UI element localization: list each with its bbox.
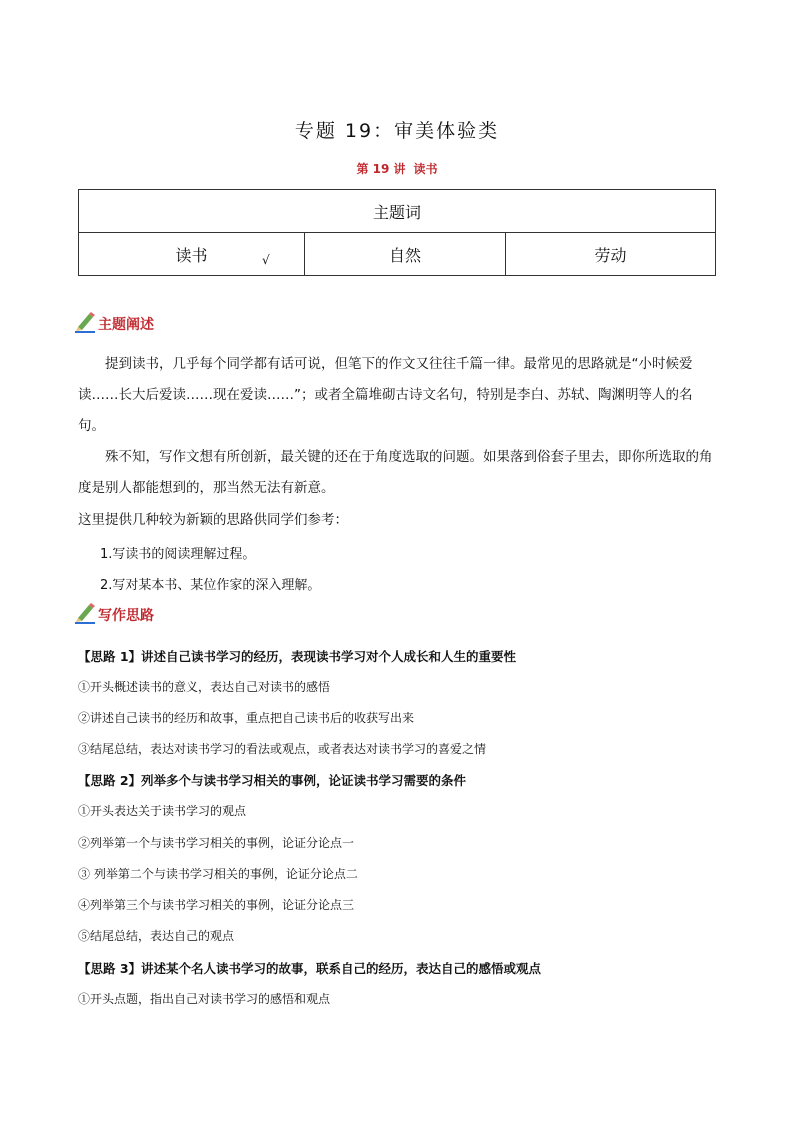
pencil-icon [72, 602, 96, 626]
topic-word-table [78, 189, 716, 276]
theme-heading [72, 311, 154, 335]
theme-paragraph-2: 殊不知，写作文想有所创新，最关键的还在于角度选取的问题。如果落到俗套子里去，即你所选取的角度是别人都能想到的，那当然无法有新意。 [78, 449, 713, 496]
idea-2-step: ③ 列举第二个与读书学习相关的事例，论证分论点二 [78, 867, 358, 881]
idea-2-step: ④列举第三个与读书学习相关的事例，论证分论点三 [78, 898, 355, 912]
topic-word-labor: 劳动 [506, 233, 716, 276]
check-mark: √ [262, 253, 270, 267]
theme-paragraph-1: 提到读书，几乎每个同学都有话可说，但笔下的作文又往往千篇一律。最常见的思路就是“小时候爱读……长大后爱读……现在爱读……”；或者全篇堆砌古诗文名句，特别是李白、苏轼、陶渊明等人的名句。 [78, 356, 693, 434]
idea-2-step: ②列举第一个与读书学习相关的事例，论证分论点一 [78, 836, 355, 850]
topic-word-nature: 自然 [305, 233, 506, 276]
idea-3-step: ①开头点题，指出自己对读书学习的感悟和观点 [78, 992, 331, 1006]
idea-1-title: 【思路 1】讲述自己读书学习的经历，表现读书学习对个人成长和人生的重要性 [78, 649, 517, 664]
list-item: 1.写读书的阅读理解过程。 [100, 547, 256, 562]
pencil-icon [72, 311, 96, 335]
theme-heading-label: 主题阐述 [98, 317, 154, 333]
idea-1-step: ②讲述自己读书的经历和故事，重点把自己读书后的收获写出来 [78, 711, 415, 725]
theme-paragraph-3: 这里提供几种较为新颖的思路供同学们参考： [78, 512, 348, 528]
idea-2-step: ⑤结尾总结，表达自己的观点 [78, 929, 235, 943]
lecture-subtitle [0, 160, 794, 177]
writing-heading-label: 写作思路 [98, 608, 154, 624]
topic-table-header: 主题词 [79, 190, 716, 233]
idea-2-title: 【思路 2】列举多个与读书学习相关的事例，论证读书学习需要的条件 [78, 773, 467, 788]
writing-heading [72, 602, 154, 626]
lecture-label: 第 19 讲 [356, 162, 406, 176]
page-title: 专题 19：审美体验类 [294, 120, 500, 142]
lecture-topic: 读书 [413, 162, 438, 176]
idea-3-title: 【思路 3】讲述某个名人读书学习的故事，联系自己的经历，表达自己的感悟或观点 [78, 961, 542, 976]
topic-word-reading: 读书 [79, 233, 305, 276]
idea-1-step: ①开头概述读书的意义，表达自己对读书的感悟 [78, 680, 331, 694]
idea-1-step: ③结尾总结，表达对读书学习的看法或观点，或者表达对读书学习的喜爱之情 [78, 742, 487, 756]
list-item: 2.写对某本书、某位作家的深入理解。 [100, 578, 321, 593]
idea-2-step: ①开头表达关于读书学习的观点 [78, 804, 247, 818]
